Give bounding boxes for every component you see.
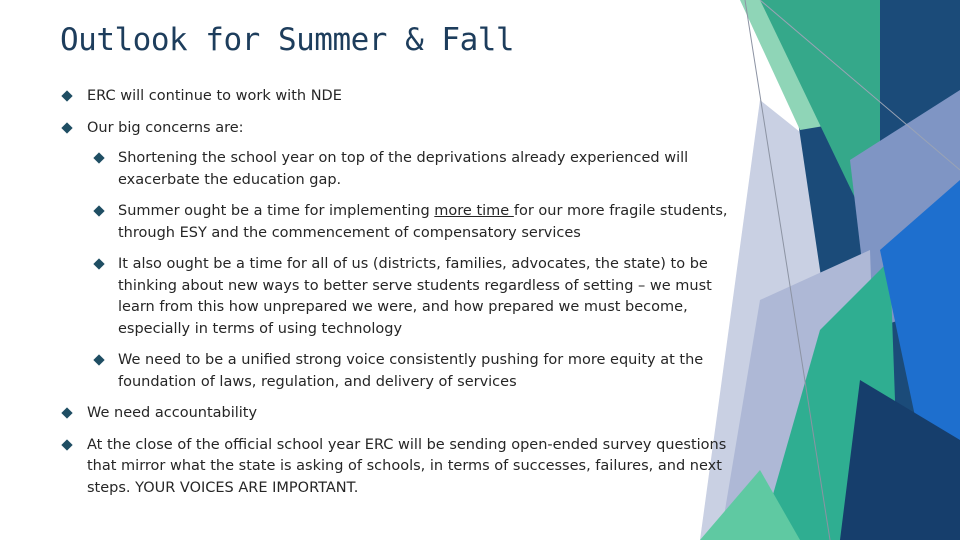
bullet-list: [62, 86, 732, 499]
bullet-text: ERC will continue to work with NDE: [87, 88, 342, 104]
diamond-bullet-icon: [93, 258, 104, 269]
bullet-text-underlined: more time: [434, 203, 514, 219]
bullet-item: [62, 86, 732, 108]
diamond-bullet-icon: [61, 439, 72, 450]
diamond-bullet-icon: [93, 205, 104, 216]
diamond-bullet-icon: [93, 152, 104, 163]
sub-bullet-item: [62, 350, 732, 393]
bullet-text-after: for our more fragile students, through ESY and the commencement of compensatory services: [118, 203, 728, 241]
sub-bullet-item: [62, 148, 732, 191]
diamond-bullet-icon: [61, 122, 72, 133]
diamond-bullet-icon: [61, 407, 72, 418]
bullet-text-before: Summer ought be a time for implementing: [118, 203, 435, 219]
bullet-item: [62, 118, 732, 140]
bullet-item: [62, 403, 732, 425]
bullet-text: Our big concerns are:: [87, 119, 244, 136]
diamond-bullet-icon: [93, 354, 104, 365]
bullet-text: We need accountability: [87, 405, 258, 421]
bullet-text: Shortening the school year on top of the deprivations already experienced will exacerbate the education gap.: [118, 150, 689, 188]
bullet-text: At the close of the official school year ERC will be sending open-ended survey questions that mirror what the state is asking of schools, in terms of successes, failures, and next steps. YOUR VOICES ARE IMPORTANT.: [87, 436, 727, 496]
sub-bullet-item: [62, 201, 732, 244]
slide-title: Outlook for Summer & Fall: [60, 22, 515, 58]
sub-bullet-item: [62, 254, 732, 340]
diamond-bullet-icon: [61, 90, 72, 101]
bullet-text: We need to be a unified strong voice consistently pushing for more equity at the foundation of laws, regulation, and delivery of services: [118, 352, 704, 390]
bullet-text: It also ought be a time for all of us (districts, families, advocates, the state) to be thinking about new ways to better serve students regardless of setting – we must learn from this how unprepared we were, and how prepared we must become, especially in terms of using technology: [118, 256, 712, 337]
bullet-item: [62, 435, 732, 500]
